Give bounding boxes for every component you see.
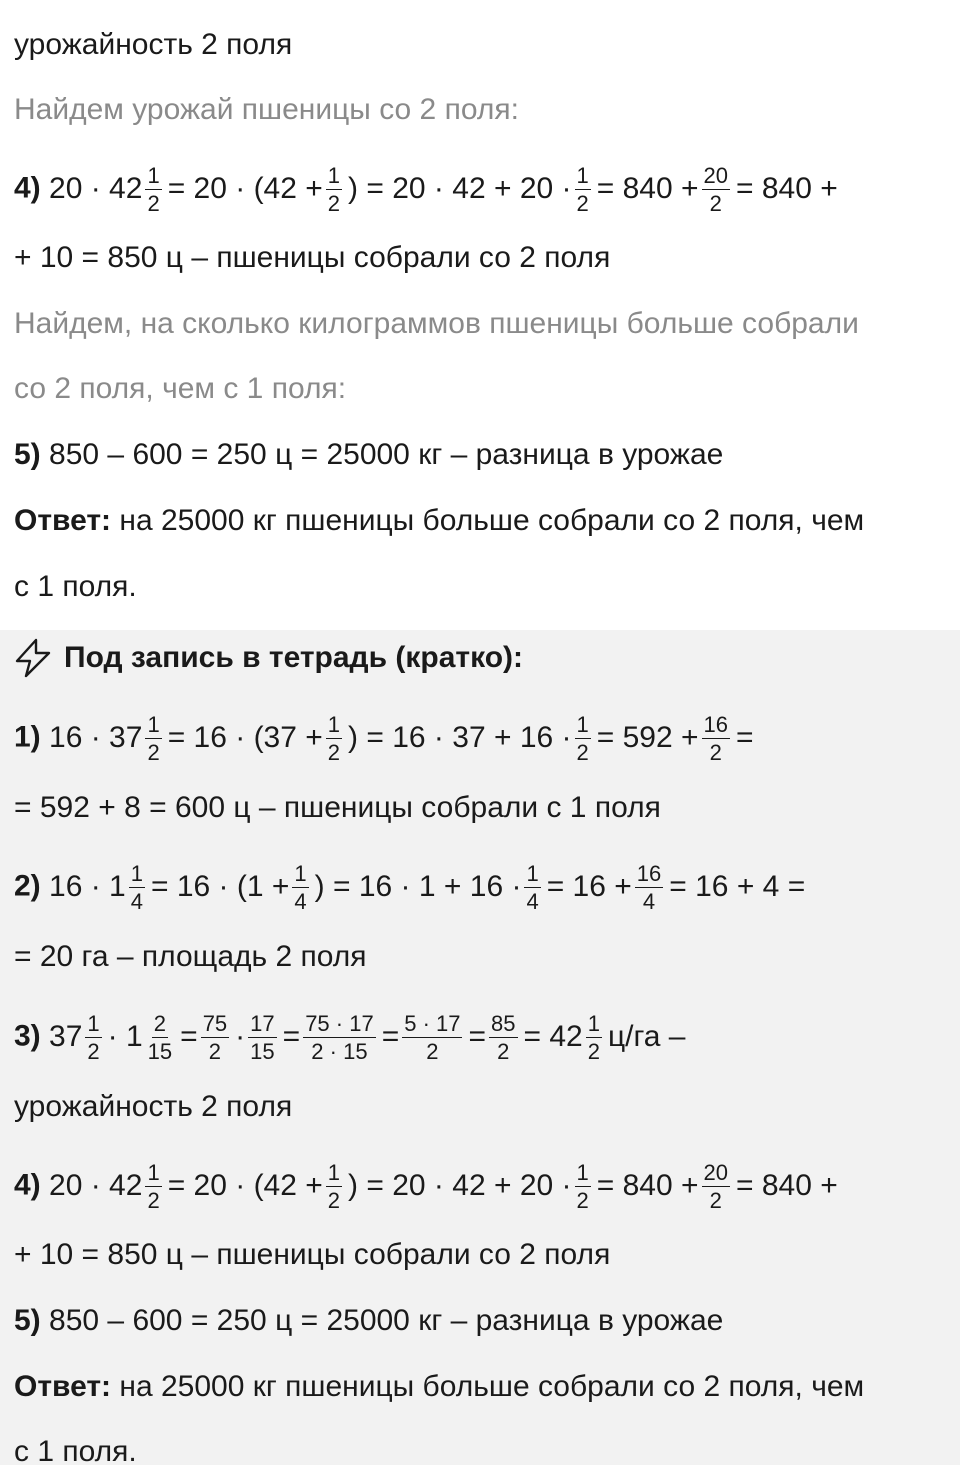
denominator: 2 xyxy=(709,740,722,766)
numerator: 75 · 17 xyxy=(303,1012,376,1038)
answer-line xyxy=(14,501,864,541)
denominator: 2 xyxy=(709,191,722,217)
expr: ) = 16 · 1 + 16 · xyxy=(314,869,522,903)
text-line xyxy=(14,25,292,65)
step-number: 3) xyxy=(14,1019,41,1053)
fraction xyxy=(145,164,161,215)
expr: 20 · 42 xyxy=(49,1168,143,1202)
numerator: 20 xyxy=(702,1161,730,1187)
expr: = 840 + xyxy=(596,171,699,205)
fraction xyxy=(292,862,308,913)
expr: 16 · 1 xyxy=(49,869,126,903)
expr: = 840 + xyxy=(596,1168,699,1202)
denominator: 2 xyxy=(497,1039,510,1065)
answer-text: на 25000 кг пшеницы больше собрали со 2 поля, чем xyxy=(119,504,865,537)
step-3-continuation xyxy=(14,1087,292,1127)
denominator: 15 xyxy=(250,1039,275,1065)
expr: = 16 · (37 + xyxy=(167,720,323,754)
numerator: 1 xyxy=(326,164,342,190)
line-text: со 2 поля, чем с 1 поля: xyxy=(14,372,347,405)
denominator: 4 xyxy=(130,889,143,915)
line-text: урожайность 2 поля xyxy=(14,28,293,61)
step-4-continuation xyxy=(14,238,610,278)
numerator: 75 xyxy=(201,1012,229,1038)
expr: ) = 20 · 42 + 20 · xyxy=(348,1168,572,1202)
step-1-line xyxy=(14,712,754,766)
denominator: 4 xyxy=(642,889,656,915)
denominator: 2 xyxy=(327,740,341,766)
expr: = 592 + xyxy=(596,720,699,754)
answer-label: Ответ: xyxy=(14,1370,112,1403)
fraction xyxy=(248,1012,276,1063)
line-text: урожайность 2 поля xyxy=(14,1090,293,1123)
step-4-line xyxy=(14,163,838,217)
expr: = 16 + xyxy=(546,869,632,903)
denominator: 2 xyxy=(709,1188,722,1214)
denominator: 2 xyxy=(587,1039,600,1065)
step-5-line xyxy=(14,1301,723,1341)
fraction xyxy=(201,1012,229,1063)
line-text: = 592 + 8 = 600 ц – пшеницы собрали с 1 поля xyxy=(14,791,661,824)
denominator: 15 xyxy=(147,1039,173,1065)
expr: · 1 xyxy=(107,1019,143,1053)
step-number: 5) xyxy=(14,1304,41,1337)
numerator: 1 xyxy=(145,1161,161,1187)
fraction xyxy=(326,713,342,764)
denominator: 2 xyxy=(576,740,589,766)
step-4-line xyxy=(14,1160,838,1214)
denominator: 2 · 15 xyxy=(311,1039,368,1065)
summary-title xyxy=(14,638,523,678)
expr: = 840 + xyxy=(736,171,838,205)
summary-title-text: Под запись в тетрадь (кратко): xyxy=(64,641,524,674)
step-3-line xyxy=(14,1011,686,1065)
expr: = xyxy=(468,1019,487,1053)
expr: ) = 20 · 42 + 20 · xyxy=(348,171,572,205)
numerator: 1 xyxy=(145,164,161,190)
numerator: 1 xyxy=(145,713,161,739)
step-number: 2) xyxy=(14,869,41,903)
step-number: 4) xyxy=(14,1168,41,1202)
denominator: 2 xyxy=(147,740,160,766)
fraction xyxy=(575,713,591,764)
fraction xyxy=(575,1161,591,1212)
fraction xyxy=(702,164,730,215)
expr: = xyxy=(381,1019,400,1053)
answer-text: на 25000 кг пшеницы больше собрали со 2 поля, чем xyxy=(119,1370,865,1403)
line-text: с 1 поля. xyxy=(14,1435,137,1468)
expr: 16 · 37 xyxy=(49,720,143,754)
expr: = 42 xyxy=(523,1019,583,1053)
denominator: 4 xyxy=(526,889,539,915)
line-text: = 20 га – площадь 2 поля xyxy=(14,940,367,973)
fraction xyxy=(303,1012,376,1063)
numerator: 85 xyxy=(489,1012,517,1038)
numerator: 5 · 17 xyxy=(402,1012,462,1038)
denominator: 2 xyxy=(208,1039,222,1065)
step-number: 1) xyxy=(14,720,41,754)
numerator: 1 xyxy=(292,862,308,888)
numerator: 1 xyxy=(575,1161,591,1187)
fraction xyxy=(129,862,145,913)
answer-label: Ответ: xyxy=(14,504,112,537)
expr: = xyxy=(282,1019,301,1053)
denominator: 2 xyxy=(576,1188,589,1214)
answer-continuation xyxy=(14,567,137,607)
line-text: + 10 = 850 ц – пшеницы собрали со 2 поля xyxy=(14,1238,611,1271)
denominator: 2 xyxy=(327,191,341,217)
fraction xyxy=(145,1161,161,1212)
fraction xyxy=(635,862,663,913)
numerator: 1 xyxy=(326,1161,342,1187)
step-1-continuation xyxy=(14,788,661,828)
fraction xyxy=(702,1161,730,1212)
step-heading xyxy=(14,304,859,344)
step-5-line xyxy=(14,435,723,475)
line-text: Найдем урожай пшеницы со 2 поля: xyxy=(14,93,519,126)
step-number: 5) xyxy=(14,438,41,471)
fraction xyxy=(402,1012,462,1063)
numerator: 20 xyxy=(702,164,730,190)
fraction xyxy=(524,862,540,913)
numerator: 1 xyxy=(575,713,591,739)
expr: ) = 16 · 37 + 16 · xyxy=(348,720,572,754)
step-4-continuation xyxy=(14,1235,610,1275)
step-2-continuation xyxy=(14,937,367,977)
numerator: 1 xyxy=(586,1012,602,1038)
denominator: 2 xyxy=(576,191,589,217)
expr: 20 · 42 xyxy=(49,171,143,205)
step-heading xyxy=(14,369,346,409)
fraction xyxy=(145,713,161,764)
expr: 37 xyxy=(49,1019,83,1053)
fraction xyxy=(326,164,342,215)
step-2-line xyxy=(14,861,806,915)
numerator: 1 xyxy=(129,862,145,888)
fraction xyxy=(575,164,591,215)
fraction xyxy=(146,1012,174,1063)
expr: = 16 + 4 = xyxy=(669,869,806,903)
line-text: с 1 поля. xyxy=(14,570,137,603)
denominator: 2 xyxy=(327,1188,341,1214)
step-heading xyxy=(14,90,519,130)
answer-continuation xyxy=(14,1432,137,1472)
numerator: 1 xyxy=(326,713,342,739)
denominator: 2 xyxy=(147,1188,160,1214)
answer-line xyxy=(14,1367,864,1407)
denominator: 2 xyxy=(87,1039,100,1065)
expr: = xyxy=(180,1019,198,1053)
unit: ц/га – xyxy=(607,1019,686,1053)
numerator: 1 xyxy=(524,862,540,888)
numerator: 17 xyxy=(248,1012,276,1038)
denominator: 4 xyxy=(294,889,307,915)
fraction xyxy=(586,1012,602,1063)
fraction xyxy=(85,1012,101,1063)
expr: · xyxy=(235,1019,246,1053)
step-number: 4) xyxy=(14,171,41,205)
numerator: 2 xyxy=(152,1012,168,1038)
numerator: 1 xyxy=(575,164,591,190)
numerator: 16 xyxy=(635,862,663,888)
expr: = 16 · (1 + xyxy=(151,869,290,903)
numerator: 16 xyxy=(702,713,730,739)
expr: = 20 · (42 + xyxy=(167,1168,323,1202)
denominator: 2 xyxy=(147,191,160,217)
expr: = xyxy=(736,720,754,754)
fraction xyxy=(489,1012,517,1063)
expr: 850 – 600 = 250 ц = 25000 кг – разница в урожае xyxy=(49,1304,724,1337)
lightning-icon xyxy=(12,638,54,678)
line-text: + 10 = 850 ц – пшеницы собрали со 2 поля xyxy=(14,241,611,274)
numerator: 1 xyxy=(85,1012,101,1038)
line-text: Найдем, на сколько килограммов пшеницы больше собрали xyxy=(14,307,859,340)
fraction xyxy=(702,713,730,764)
expr: 850 – 600 = 250 ц = 25000 кг – разница в урожае xyxy=(49,438,724,471)
expr: = 840 + xyxy=(736,1168,838,1202)
expr: = 20 · (42 + xyxy=(167,171,323,205)
fraction xyxy=(326,1161,342,1212)
denominator: 2 xyxy=(426,1039,439,1065)
